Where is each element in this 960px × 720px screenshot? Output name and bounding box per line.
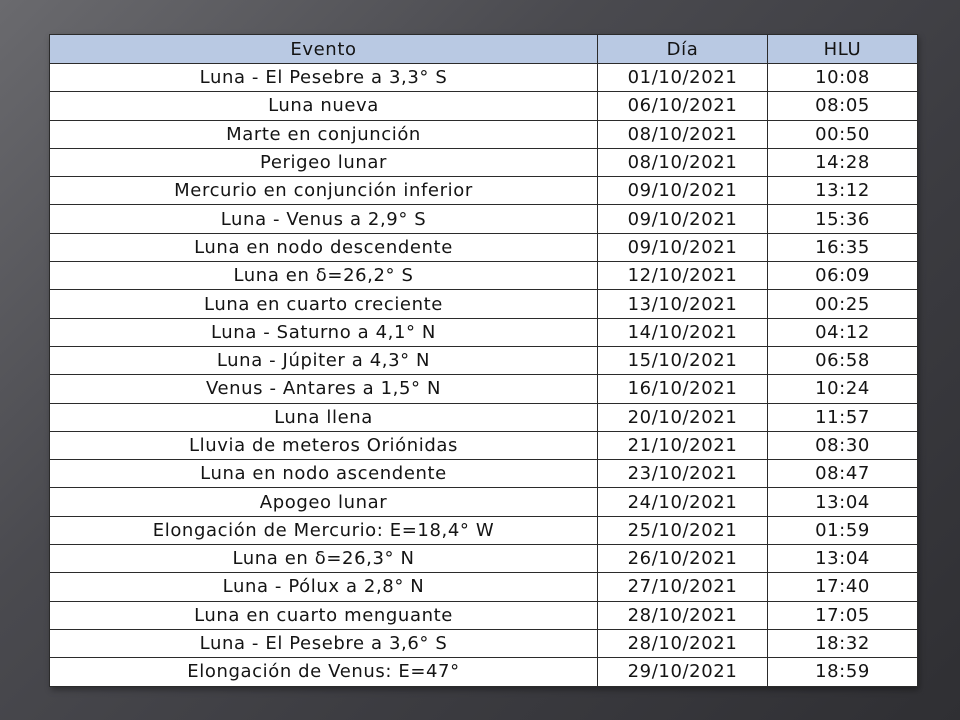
cell-dia: 08/10/2021 (598, 120, 768, 148)
cell-evento: Luna nueva (50, 92, 598, 120)
cell-dia: 29/10/2021 (598, 658, 768, 686)
table-row (50, 120, 918, 148)
cell-dia: 15/10/2021 (598, 346, 768, 374)
cell-hlu: 13:04 (768, 488, 918, 516)
cell-dia: 21/10/2021 (598, 431, 768, 459)
cell-dia: 16/10/2021 (598, 375, 768, 403)
cell-evento: Elongación de Venus: E=47° (50, 658, 598, 686)
column-header-evento: Evento (50, 35, 598, 64)
astronomical-events-table (49, 34, 918, 687)
cell-hlu: 08:47 (768, 460, 918, 488)
column-header-dia: Día (598, 35, 768, 64)
table-row (50, 658, 918, 686)
cell-hlu: 15:36 (768, 205, 918, 233)
cell-dia: 27/10/2021 (598, 573, 768, 601)
table-row (50, 460, 918, 488)
cell-hlu: 04:12 (768, 318, 918, 346)
table-row (50, 488, 918, 516)
cell-dia: 25/10/2021 (598, 516, 768, 544)
cell-evento: Luna - Pólux a 2,8° N (50, 573, 598, 601)
cell-dia: 23/10/2021 (598, 460, 768, 488)
table-row (50, 346, 918, 374)
table-row (50, 148, 918, 176)
cell-hlu: 00:50 (768, 120, 918, 148)
cell-hlu: 10:24 (768, 375, 918, 403)
table-row (50, 290, 918, 318)
cell-dia: 01/10/2021 (598, 64, 768, 92)
cell-dia: 26/10/2021 (598, 545, 768, 573)
cell-evento: Luna - Saturno a 4,1° N (50, 318, 598, 346)
cell-evento: Luna en cuarto creciente (50, 290, 598, 318)
cell-hlu: 18:32 (768, 629, 918, 657)
cell-dia: 13/10/2021 (598, 290, 768, 318)
cell-dia: 20/10/2021 (598, 403, 768, 431)
cell-hlu: 13:04 (768, 545, 918, 573)
cell-dia: 09/10/2021 (598, 205, 768, 233)
cell-evento: Luna en nodo descendente (50, 233, 598, 261)
cell-hlu: 00:25 (768, 290, 918, 318)
cell-dia: 28/10/2021 (598, 629, 768, 657)
cell-evento: Mercurio en conjunción inferior (50, 177, 598, 205)
events-table-container (49, 34, 917, 687)
cell-dia: 24/10/2021 (598, 488, 768, 516)
table-row (50, 403, 918, 431)
cell-hlu: 17:40 (768, 573, 918, 601)
table-row (50, 629, 918, 657)
cell-evento: Perigeo lunar (50, 148, 598, 176)
table-row (50, 431, 918, 459)
cell-hlu: 08:30 (768, 431, 918, 459)
cell-hlu: 16:35 (768, 233, 918, 261)
table-row (50, 545, 918, 573)
cell-dia: 06/10/2021 (598, 92, 768, 120)
cell-hlu: 18:59 (768, 658, 918, 686)
table-row (50, 601, 918, 629)
cell-dia: 12/10/2021 (598, 262, 768, 290)
column-header-hlu: HLU (768, 35, 918, 64)
table-row (50, 318, 918, 346)
cell-evento: Luna - Venus a 2,9° S (50, 205, 598, 233)
cell-evento: Apogeo lunar (50, 488, 598, 516)
cell-hlu: 10:08 (768, 64, 918, 92)
table-row (50, 516, 918, 544)
cell-dia: 09/10/2021 (598, 177, 768, 205)
cell-dia: 28/10/2021 (598, 601, 768, 629)
cell-hlu: 06:09 (768, 262, 918, 290)
cell-evento: Marte en conjunción (50, 120, 598, 148)
table-row (50, 205, 918, 233)
table-row (50, 92, 918, 120)
cell-hlu: 14:28 (768, 148, 918, 176)
cell-evento: Luna - Júpiter a 4,3° N (50, 346, 598, 374)
table-row (50, 233, 918, 261)
cell-hlu: 01:59 (768, 516, 918, 544)
cell-evento: Lluvia de meteros Oriónidas (50, 431, 598, 459)
table-header-row (50, 35, 918, 64)
cell-evento: Elongación de Mercurio: E=18,4° W (50, 516, 598, 544)
cell-evento: Luna en δ=26,2° S (50, 262, 598, 290)
cell-hlu: 17:05 (768, 601, 918, 629)
cell-dia: 08/10/2021 (598, 148, 768, 176)
cell-dia: 09/10/2021 (598, 233, 768, 261)
cell-hlu: 11:57 (768, 403, 918, 431)
cell-evento: Luna - El Pesebre a 3,3° S (50, 64, 598, 92)
table-row (50, 262, 918, 290)
cell-hlu: 06:58 (768, 346, 918, 374)
table-row (50, 573, 918, 601)
cell-evento: Luna - El Pesebre a 3,6° S (50, 629, 598, 657)
table-row (50, 375, 918, 403)
cell-hlu: 13:12 (768, 177, 918, 205)
table-row (50, 64, 918, 92)
cell-evento: Luna llena (50, 403, 598, 431)
cell-evento: Luna en nodo ascendente (50, 460, 598, 488)
cell-evento: Luna en δ=26,3° N (50, 545, 598, 573)
cell-dia: 14/10/2021 (598, 318, 768, 346)
cell-evento: Venus - Antares a 1,5° N (50, 375, 598, 403)
cell-evento: Luna en cuarto menguante (50, 601, 598, 629)
table-row (50, 177, 918, 205)
cell-hlu: 08:05 (768, 92, 918, 120)
